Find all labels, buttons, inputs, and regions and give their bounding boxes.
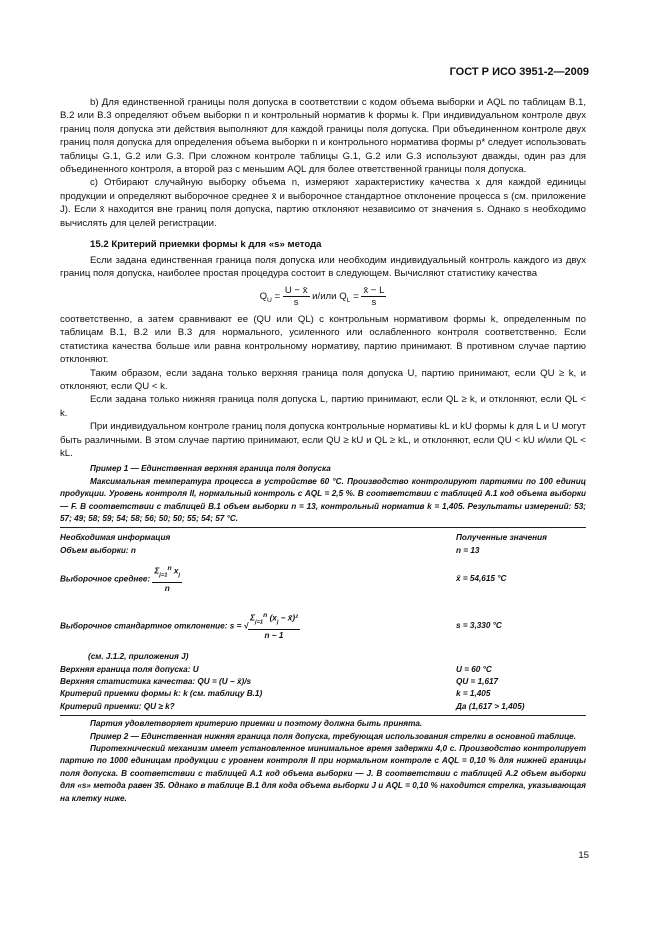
row-value: n = 13 bbox=[456, 545, 480, 555]
row-label: (см. J.1.2, приложения J) bbox=[88, 652, 189, 662]
page-number: 15 bbox=[578, 850, 589, 861]
example-1-table bbox=[60, 532, 586, 713]
para-1: Если задана единственная граница поля допуска или необходим индивидуальный контроль каждого из двух границ поля допуска, наиболее простая процедура состоит в следующем. Вычисляют статистику качества bbox=[60, 255, 586, 280]
para-4: Если задана только нижняя граница поля допуска L, партию принимают, если QL ≥ k, и отклоняют, если QL < k. bbox=[60, 394, 586, 419]
row-label: Выборочное стандартное отклонение: s = √ $\frac{\Sigma_{j=1}^n (x_j - x̄)^2}{n - 1}$ bbox=[60, 601, 456, 651]
row-label: Критерий приемки формы k: k (см. таблицу В.1) bbox=[60, 689, 263, 699]
example-1 bbox=[60, 463, 586, 805]
table-row bbox=[60, 688, 586, 700]
row-value: s = 3,330 °С bbox=[456, 620, 502, 630]
table-row bbox=[60, 545, 586, 557]
row-value: Да (1,617 > 1,405) bbox=[456, 701, 525, 711]
para-2: соответственно, а затем сравнивают ее (QU или QL) с контрольным нормативом формы k, определенным по таблицам В.1, В.2 или В.3 для нормального, усиленного или ослабленного контроля соответственно. Если статистика качества больше или равна контрольному нормативу, партию принимают. В противном случае партию отклоняют. bbox=[60, 313, 586, 366]
table-row bbox=[60, 664, 586, 676]
section-heading: 15.2 Критерий приемки формы k для «s» метода bbox=[90, 239, 322, 251]
quality-statistic-formula: $Q_U$ = $\frac{U - x̄}{s}$ и/или $Q_L$ = $\frac{x̄ - L}{s}$ bbox=[259, 284, 385, 308]
table-row bbox=[60, 701, 586, 713]
para-5: При индивидуальном контроле границ поля допуска контрольные нормативы kL и kU формы k для L и U могут быть различными. В этом случае партию принимают, если QU ≥ kU и QL ≥ kL, и отклоняют, если QU < kU и/или QL < kL. bbox=[60, 421, 586, 459]
table-head-left: Необходимая информация bbox=[60, 533, 171, 543]
table-row bbox=[60, 557, 586, 601]
row-label: Верхняя граница поля допуска: U bbox=[60, 664, 199, 674]
table-bottom-rule bbox=[60, 715, 586, 716]
formula-and-or: и/или bbox=[312, 290, 337, 302]
stddev-formula: $\frac{\Sigma_{j=1}^n (x_j - x̄)^2}{n - 1}$ bbox=[250, 612, 298, 640]
row-value: QU = 1,617 bbox=[456, 677, 499, 686]
table-row bbox=[60, 676, 586, 688]
para-3: Таким образом, если задана только верхняя граница поля допуска U, партию принимают, если QU ≥ k, и отклоняют, если QU < k. bbox=[60, 367, 586, 392]
document-body bbox=[60, 96, 586, 805]
table-row bbox=[60, 651, 586, 663]
example-1-text: Максимальная температура процесса в устройстве 60 °С. Производство контролируют партиями по 100 единиц продукции. Уровень контроля II, нормальный контроль с AQL = 2,5 %. В соответствии с таблицей А.1 код объема выборки — F. В соответствии с таблицей В.1 объем выборки n = 13, контрольный норматив k = 1,405. Результаты измерений: 53; 57; 49; 58; 59; 54; 58; 56; 50; 50; 55; 54; 57 °С. bbox=[60, 476, 586, 523]
example-1-title: Пример 1 — Единственная верхняя граница поля допуска bbox=[90, 464, 331, 474]
example-2-title: Пример 2 — Единственная нижняя граница поля допуска, требующая использования стрелки в основной таблице. bbox=[90, 731, 576, 741]
row-label: Объем выборки: n bbox=[60, 545, 136, 555]
example-2-text: Пиротехнический механизм имеет установленное минимальное время задержки 4,0 с. Производство контролирует партию по 1000 единицам продукции с уровнем контроля II при нормальном контроле с AQL = 0,10 % для нижней границы поля допуска. В соответствии с таблицей А.1 код объема выборки — J. В соответствии с таблицей А.2 объем выборки для «s» метода равен 35. Однако в таблице В.1 для кода объема выборки J и AQL = 0,10 % находится стрелка, указывающая на клетку ниже. bbox=[60, 744, 586, 803]
row-value: U = 60 °С bbox=[456, 664, 492, 674]
table-head-right: Полученные значения bbox=[456, 533, 547, 543]
para-b: b) Для единственной границы поля допуска в соответствии с кодом объема выборки и AQL по таблицам В.1, В.2 или В.3 определяют объем выборки n и контрольный норматив k формы k. При индивидуальном контроле двух границ поля допуска эти действия выполняют для каждой границы поля допуска. При объединенном контроле двух границ поля допуска для определения объема выборки n и контрольного норматива формы p* следует использовать таблицы G.1, G.2 или G.3. При сложном контроле таблицы G.1, G.2 или G.3 используют дважды, один раз для объединенного контроля, а второй раз с меньшим AQL для более ответственной границы поля допуска. bbox=[60, 97, 586, 176]
table-top-rule bbox=[60, 527, 586, 528]
table-header-row bbox=[60, 532, 586, 544]
row-value: x̄ = 54,615 °С bbox=[456, 573, 507, 583]
row-label: Верхняя статистика качества: QU = (U − x̄)/s bbox=[60, 677, 252, 686]
row-value: k = 1,405 bbox=[456, 689, 491, 699]
table-row bbox=[60, 601, 586, 651]
para-c: c) Отбирают случайную выборку объема n, измеряют характеристику качества x для каждой единицы продукции и определяют выборочное среднее x̄ и выборочное стандартное отклонение процесса s (см. приложение J). Если x̄ находится вне границ поля допуска, партию отклоняют независимо от значения s. Однако s необходимо вычислять для целей регистрации. bbox=[60, 177, 586, 229]
example-1-conclusion: Партия удовлетворяет критерию приемки и поэтому должна быть принята. bbox=[90, 719, 423, 729]
mean-formula: $\frac{\Sigma_{j=1}^n x_j}{n}$ bbox=[154, 565, 181, 593]
row-label: Критерий приемки: QU ≥ k? bbox=[60, 701, 175, 711]
row-value bbox=[456, 651, 586, 663]
doc-header: ГОСТ Р ИСО 3951-2—2009 bbox=[449, 66, 589, 78]
row-label: Выборочное среднее: $\frac{\Sigma_{j=1}^n x_j}{n}$ bbox=[60, 557, 456, 601]
